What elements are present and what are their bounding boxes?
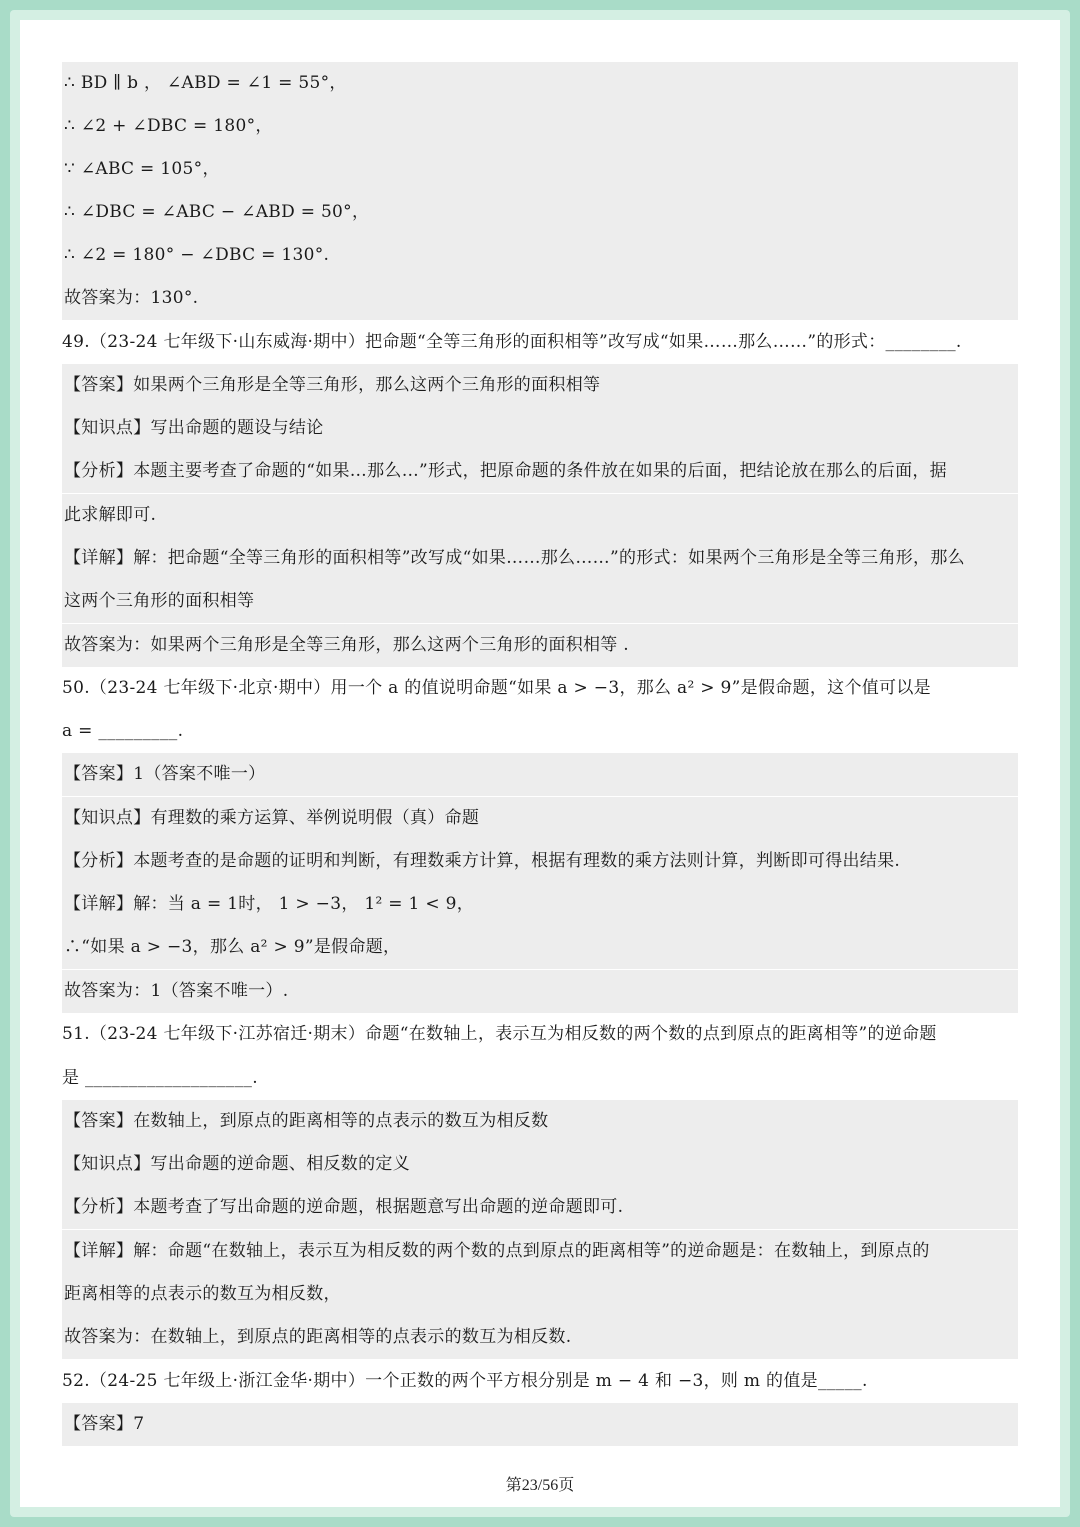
text-line: 【答案】1（答案不唯一） <box>62 753 1018 796</box>
text-line: 故答案为：如果两个三角形是全等三角形，那么这两个三角形的面积相等 . <box>62 624 1018 667</box>
text-line: 【答案】在数轴上，到原点的距离相等的点表示的数互为相反数 <box>62 1100 1018 1143</box>
text-line: ∴“如果 a > −3，那么 a² > 9”是假命题， <box>62 926 1018 969</box>
text-line: 【知识点】写出命题的题设与结论 <box>62 407 1018 450</box>
page-number: 第23/56页 <box>505 1477 575 1494</box>
text-line: ∴ ∠2 + ∠DBC = 180°， <box>62 105 1018 148</box>
text-line: 【详解】解：当 a = 1时， 1 > −3， 1² = 1 < 9， <box>62 883 1018 926</box>
text-line: 这两个三角形的面积相等 <box>62 580 1018 623</box>
text-line: 【答案】如果两个三角形是全等三角形，那么这两个三角形的面积相等 <box>62 364 1018 407</box>
text-line: 是 ___________________. <box>62 1068 258 1088</box>
text-line: 52.（24-25 七年级上·浙江金华·期中）一个正数的两个平方根分别是 m − 4 和 −3，则 m 的值是_____. <box>62 1371 868 1391</box>
text-line: 51.（23-24 七年级下·江苏宿迁·期末）命题“在数轴上，表示互为相反数的两个数的点到原点的距离相等”的逆命题 <box>62 1024 937 1044</box>
text-line: 【详解】解：命题“在数轴上，表示互为相反数的两个数的点到原点的距离相等”的逆命题是：在数轴上，到原点的 <box>62 1230 1018 1273</box>
text-line: ∵ ∠ABC = 105°， <box>62 148 1018 191</box>
text-line: 距离相等的点表示的数互为相反数， <box>62 1273 1018 1316</box>
text-line: 50.（23-24 七年级下·北京·期中）用一个 a 的值说明命题“如果 a > −3，那么 a² > 9”是假命题，这个值可以是 <box>62 678 931 698</box>
text-line: 【答案】7 <box>62 1403 1018 1446</box>
text-line: ∴ BD ∥ b ， ∠ABD = ∠1 = 55°， <box>62 62 1018 105</box>
text-line: 故答案为：在数轴上，到原点的距离相等的点表示的数互为相反数. <box>62 1316 1018 1359</box>
text-line: 【详解】解：把命题“全等三角形的面积相等”改写成“如果……那么……”的形式：如果两个三角形是全等三角形，那么 <box>62 537 1018 580</box>
text-line: 故答案为：130°. <box>62 277 1018 320</box>
text-line: 【分析】本题主要考查了命题的“如果…那么…”形式，把原命题的条件放在如果的后面，把结论放在那么的后面，据 <box>62 450 1018 493</box>
text-line: ∴ ∠DBC = ∠ABC − ∠ABD = 50°， <box>62 191 1018 234</box>
text-line: 【分析】本题考查了写出命题的逆命题，根据题意写出命题的逆命题即可. <box>62 1186 1018 1229</box>
text-line: 故答案为：1（答案不唯一）. <box>62 970 1018 1013</box>
text-line: ∴ ∠2 = 180° − ∠DBC = 130°. <box>62 234 1018 277</box>
text-line: 【分析】本题考查的是命题的证明和判断，有理数乘方计算，根据有理数的乘方法则计算，判断即可得出结果. <box>62 840 1018 883</box>
text-line: 【知识点】写出命题的逆命题、相反数的定义 <box>62 1143 1018 1186</box>
text-line: 【知识点】有理数的乘方运算、举例说明假（真）命题 <box>62 797 1018 840</box>
text-line: 此求解即可. <box>62 494 1018 537</box>
text-line: a = _________. <box>62 721 184 741</box>
text-line: 49.（23-24 七年级下·山东威海·期中）把命题“全等三角形的面积相等”改写成“如果……那么……”的形式：________. <box>62 332 962 352</box>
